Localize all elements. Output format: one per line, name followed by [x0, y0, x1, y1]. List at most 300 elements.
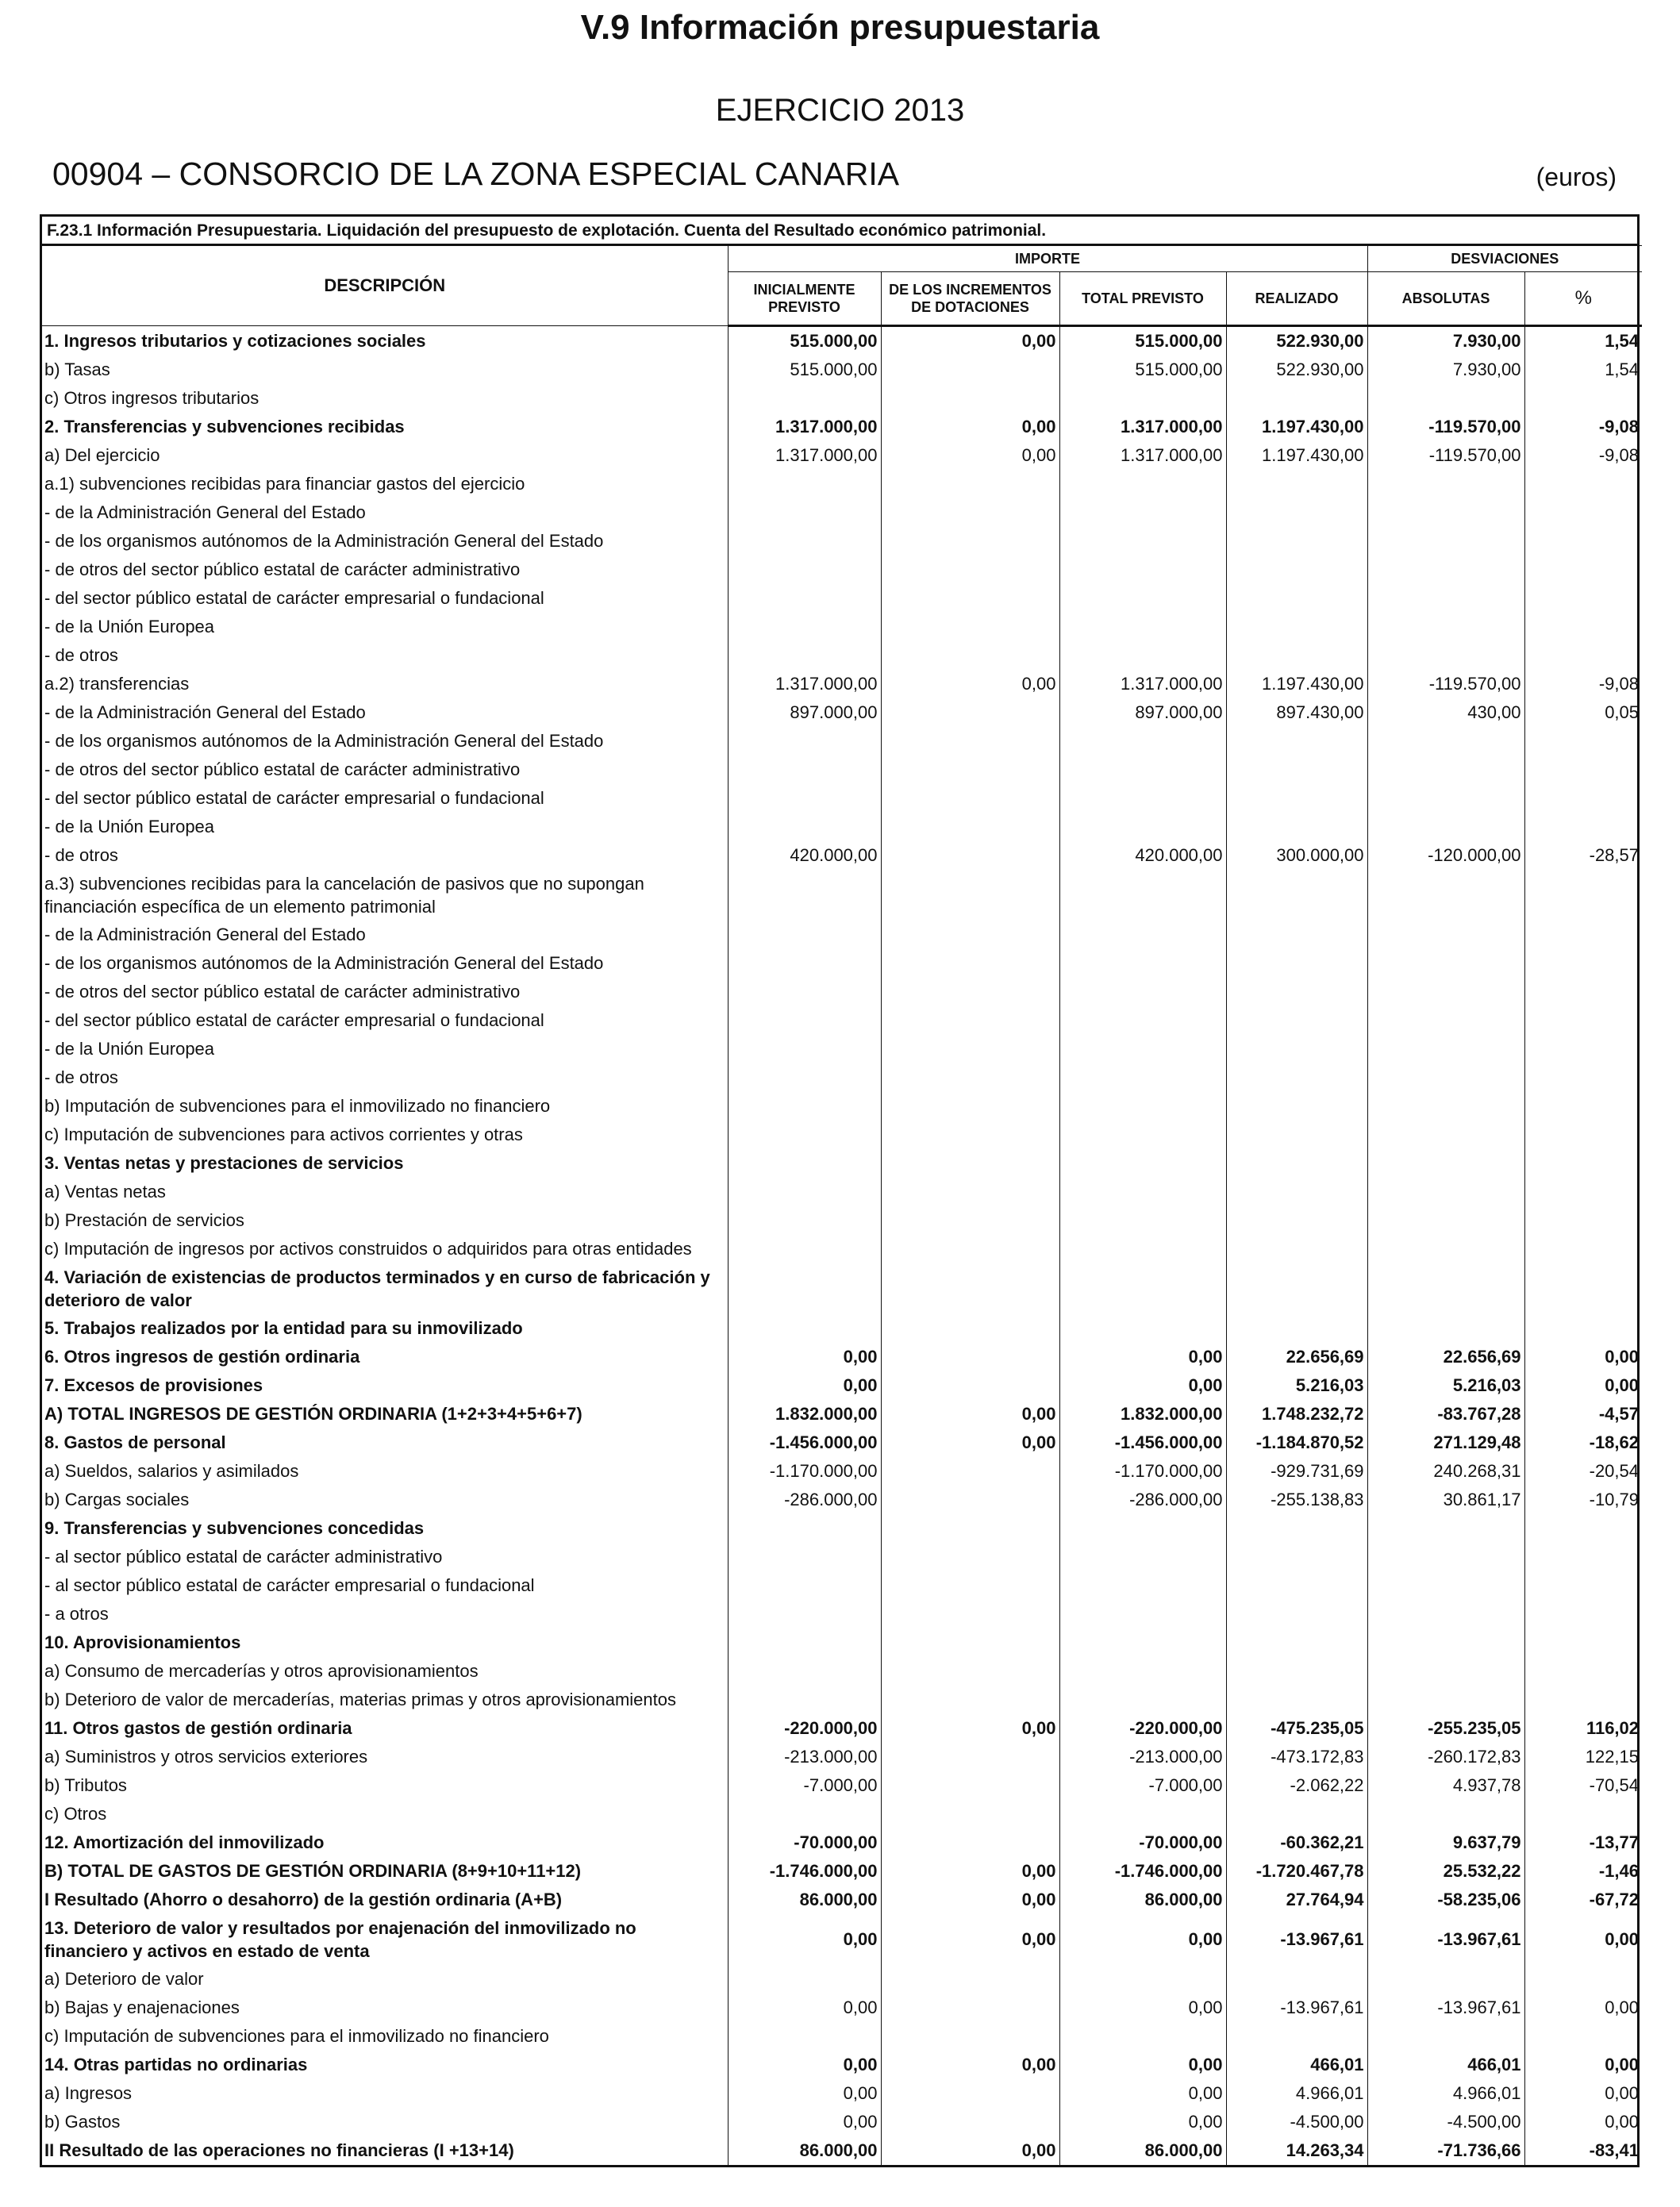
table-row: [42, 1428, 1642, 1457]
cell-absolutas: [1367, 1800, 1524, 1828]
cell-realizado: -473.172,83: [1226, 1743, 1367, 1771]
cell-incrementos: [881, 870, 1059, 921]
cell-absolutas: [1367, 1686, 1524, 1714]
cell-porcentaje: 0,00: [1524, 1343, 1642, 1371]
cell-inicialmente-previsto: 0,00: [728, 2051, 881, 2079]
cell-porcentaje: [1524, 1178, 1642, 1206]
cell-total-previsto: [1059, 1178, 1226, 1206]
cell-incrementos: 0,00: [881, 441, 1059, 470]
cell-absolutas: -260.172,83: [1367, 1743, 1524, 1771]
cell-incrementos: [881, 1149, 1059, 1178]
cell-incrementos: [881, 1035, 1059, 1063]
cell-inicialmente-previsto: 0,00: [728, 1994, 881, 2022]
row-description: - de la Administración General del Estado: [44, 702, 366, 722]
cell-total-previsto: 0,00: [1059, 2079, 1226, 2108]
cell-porcentaje: 0,00: [1524, 1994, 1642, 2022]
cell-porcentaje: 1,54: [1524, 356, 1642, 384]
cell-absolutas: 7.930,00: [1367, 326, 1524, 356]
cell-porcentaje: 1,54: [1524, 326, 1642, 356]
cell-incrementos: [881, 1571, 1059, 1600]
row-description: - de los organismos autónomos de la Administración General del Estado: [44, 953, 604, 973]
cell-inicialmente-previsto: [728, 1063, 881, 1092]
table-row: [42, 727, 1642, 756]
cell-total-previsto: -1.170.000,00: [1059, 1457, 1226, 1486]
cell-realizado: [1226, 1657, 1367, 1686]
cell-realizado: [1226, 2022, 1367, 2051]
cell-absolutas: [1367, 498, 1524, 527]
cell-realizado: 522.930,00: [1226, 356, 1367, 384]
cell-absolutas: -120.000,00: [1367, 841, 1524, 870]
cell-realizado: [1226, 784, 1367, 813]
cell-inicialmente-previsto: [728, 949, 881, 978]
cell-realizado: 5.216,03: [1226, 1371, 1367, 1400]
cell-porcentaje: [1524, 1600, 1642, 1628]
table-row: [42, 2079, 1642, 2108]
table-row: [42, 356, 1642, 384]
cell-realizado: [1226, 1263, 1367, 1314]
cell-porcentaje: [1524, 470, 1642, 498]
cell-total-previsto: 420.000,00: [1059, 841, 1226, 870]
cell-incrementos: [881, 1121, 1059, 1149]
cell-total-previsto: [1059, 1121, 1226, 1149]
cell-realizado: [1226, 527, 1367, 556]
cell-realizado: [1226, 1628, 1367, 1657]
table-row: [42, 613, 1642, 641]
cell-absolutas: -119.570,00: [1367, 441, 1524, 470]
cell-inicialmente-previsto: [728, 1686, 881, 1714]
cell-porcentaje: [1524, 1035, 1642, 1063]
cell-realizado: [1226, 1514, 1367, 1543]
row-description: - de otros: [44, 645, 118, 665]
table-body: [42, 326, 1642, 2166]
cell-total-previsto: 0,00: [1059, 1914, 1226, 1965]
cell-total-previsto: -1.746.000,00: [1059, 1857, 1226, 1886]
cell-total-previsto: 897.000,00: [1059, 698, 1226, 727]
cell-porcentaje: [1524, 613, 1642, 641]
row-description: - de otros: [44, 1067, 118, 1087]
cell-realizado: [1226, 584, 1367, 613]
cell-absolutas: 430,00: [1367, 698, 1524, 727]
cell-incrementos: [881, 1600, 1059, 1628]
row-description: 2. Transferencias y subvenciones recibidas: [44, 417, 405, 436]
table-row: [42, 784, 1642, 813]
table-row: [42, 326, 1642, 356]
cell-incrementos: [881, 2079, 1059, 2108]
cell-porcentaje: [1524, 1063, 1642, 1092]
cell-porcentaje: [1524, 584, 1642, 613]
cell-total-previsto: [1059, 1800, 1226, 1828]
cell-realizado: [1226, 870, 1367, 921]
row-description: 11. Otros gastos de gestión ordinaria: [44, 1718, 352, 1738]
cell-porcentaje: [1524, 1206, 1642, 1235]
cell-absolutas: [1367, 1965, 1524, 1994]
row-description: - de otros: [44, 845, 118, 865]
table-row: [42, 1263, 1642, 1314]
table-row: [42, 756, 1642, 784]
cell-realizado: [1226, 978, 1367, 1006]
cell-incrementos: [881, 1828, 1059, 1857]
row-description: 6. Otros ingresos de gestión ordinaria: [44, 1347, 360, 1367]
cell-incrementos: [881, 2108, 1059, 2136]
table-row: [42, 1006, 1642, 1035]
cell-total-previsto: [1059, 813, 1226, 841]
table-row: [42, 1149, 1642, 1178]
row-description: 13. Deterioro de valor y resultados por enajenación del inmovilizado no financiero y activos en estado de venta: [44, 1918, 636, 1961]
cell-absolutas: -58.235,06: [1367, 1886, 1524, 1914]
cell-realizado: 1.197.430,00: [1226, 441, 1367, 470]
cell-incrementos: [881, 698, 1059, 727]
row-description: a) Ventas netas: [44, 1182, 166, 1202]
cell-total-previsto: [1059, 1514, 1226, 1543]
cell-incrementos: [881, 1314, 1059, 1343]
cell-absolutas: [1367, 1206, 1524, 1235]
header-desviaciones: DESVIACIONES: [1367, 246, 1642, 272]
cell-incrementos: [881, 921, 1059, 949]
cell-absolutas: [1367, 2022, 1524, 2051]
cell-inicialmente-previsto: [728, 527, 881, 556]
cell-inicialmente-previsto: 1.832.000,00: [728, 1400, 881, 1428]
cell-porcentaje: [1524, 1263, 1642, 1314]
cell-incrementos: [881, 1371, 1059, 1400]
cell-inicialmente-previsto: 0,00: [728, 2108, 881, 2136]
row-description: II Resultado de las operaciones no financieras (I +13+14): [44, 2140, 514, 2160]
cell-inicialmente-previsto: [728, 1657, 881, 1686]
cell-inicialmente-previsto: [728, 1965, 881, 1994]
cell-porcentaje: 122,15: [1524, 1743, 1642, 1771]
cell-absolutas: 466,01: [1367, 2051, 1524, 2079]
cell-total-previsto: 1.317.000,00: [1059, 441, 1226, 470]
cell-incrementos: [881, 384, 1059, 413]
table-row: [42, 1743, 1642, 1771]
row-description: c) Imputación de subvenciones para activos corrientes y otras: [44, 1125, 523, 1144]
table-row: [42, 670, 1642, 698]
cell-inicialmente-previsto: [728, 584, 881, 613]
row-description: b) Prestación de servicios: [44, 1210, 244, 1230]
cell-inicialmente-previsto: [728, 1178, 881, 1206]
cell-incrementos: 0,00: [881, 1886, 1059, 1914]
table-row: [42, 2022, 1642, 2051]
table-row: [42, 1371, 1642, 1400]
cell-realizado: [1226, 727, 1367, 756]
cell-absolutas: [1367, 1314, 1524, 1343]
cell-inicialmente-previsto: 1.317.000,00: [728, 441, 881, 470]
cell-inicialmente-previsto: -220.000,00: [728, 1714, 881, 1743]
cell-total-previsto: [1059, 498, 1226, 527]
cell-incrementos: [881, 1006, 1059, 1035]
header-absolutas: ABSOLUTAS: [1367, 272, 1524, 326]
cell-inicialmente-previsto: -213.000,00: [728, 1743, 881, 1771]
row-description: A) TOTAL INGRESOS DE GESTIÓN ORDINARIA (1+2+3+4+5+6+7): [44, 1404, 582, 1424]
cell-realizado: 4.966,01: [1226, 2079, 1367, 2108]
cell-incrementos: [881, 1235, 1059, 1263]
row-description: - al sector público estatal de carácter empresarial o fundacional: [44, 1575, 535, 1595]
cell-porcentaje: [1524, 1571, 1642, 1600]
table-row: [42, 1686, 1642, 1714]
cell-absolutas: [1367, 921, 1524, 949]
cell-porcentaje: [1524, 527, 1642, 556]
cell-inicialmente-previsto: [728, 1600, 881, 1628]
cell-porcentaje: -9,08: [1524, 413, 1642, 441]
cell-porcentaje: 0,00: [1524, 1914, 1642, 1965]
cell-absolutas: -13.967,61: [1367, 1914, 1524, 1965]
cell-inicialmente-previsto: [728, 1006, 881, 1035]
cell-porcentaje: -4,57: [1524, 1400, 1642, 1428]
row-description: 12. Amortización del inmovilizado: [44, 1832, 325, 1852]
cell-porcentaje: [1524, 641, 1642, 670]
row-description: - del sector público estatal de carácter empresarial o fundacional: [44, 588, 544, 608]
cell-total-previsto: 515.000,00: [1059, 356, 1226, 384]
cell-incrementos: [881, 784, 1059, 813]
cell-absolutas: 25.532,22: [1367, 1857, 1524, 1886]
table-row: [42, 1771, 1642, 1800]
cell-porcentaje: [1524, 978, 1642, 1006]
cell-absolutas: [1367, 756, 1524, 784]
cell-absolutas: [1367, 470, 1524, 498]
cell-realizado: 14.263,34: [1226, 2136, 1367, 2165]
row-description: c) Imputación de ingresos por activos construidos o adquiridos para otras entidades: [44, 1239, 692, 1259]
cell-realizado: 22.656,69: [1226, 1343, 1367, 1371]
cell-inicialmente-previsto: [728, 1206, 881, 1235]
row-description: a) Suministros y otros servicios exteriores: [44, 1747, 368, 1767]
table-row: [42, 1092, 1642, 1121]
cell-inicialmente-previsto: 0,00: [728, 2079, 881, 2108]
cell-incrementos: [881, 949, 1059, 978]
cell-realizado: [1226, 756, 1367, 784]
cell-inicialmente-previsto: 0,00: [728, 1343, 881, 1371]
table-row: [42, 556, 1642, 584]
cell-total-previsto: [1059, 1543, 1226, 1571]
cell-absolutas: -255.235,05: [1367, 1714, 1524, 1743]
row-description: - de otros del sector público estatal de carácter administrativo: [44, 759, 521, 779]
header-realizado: REALIZADO: [1226, 272, 1367, 326]
cell-inicialmente-previsto: [728, 1121, 881, 1149]
row-description: - a otros: [44, 1604, 109, 1624]
row-description: - de la Unión Europea: [44, 1039, 215, 1059]
cell-total-previsto: [1059, 1149, 1226, 1178]
cell-porcentaje: [1524, 1006, 1642, 1035]
cell-realizado: -1.720.467,78: [1226, 1857, 1367, 1886]
row-description: a) Del ejercicio: [44, 445, 160, 465]
page-subtitle: EJERCICIO 2013: [715, 93, 965, 128]
cell-absolutas: 4.966,01: [1367, 2079, 1524, 2108]
cell-realizado: 897.430,00: [1226, 698, 1367, 727]
header-total-previsto: TOTAL PREVISTO: [1059, 272, 1226, 326]
cell-incrementos: [881, 1178, 1059, 1206]
table-row: [42, 441, 1642, 470]
cell-inicialmente-previsto: [728, 784, 881, 813]
cell-realizado: [1226, 556, 1367, 584]
cell-porcentaje: [1524, 556, 1642, 584]
cell-total-previsto: [1059, 1206, 1226, 1235]
cell-porcentaje: -83,41: [1524, 2136, 1642, 2165]
cell-absolutas: -13.967,61: [1367, 1994, 1524, 2022]
table-row: [42, 1914, 1642, 1965]
cell-absolutas: [1367, 1571, 1524, 1600]
cell-absolutas: [1367, 1235, 1524, 1263]
header-incrementos: DE LOS INCREMENTOS DE DOTACIONES: [881, 272, 1059, 326]
cell-total-previsto: [1059, 527, 1226, 556]
cell-porcentaje: [1524, 1314, 1642, 1343]
cell-total-previsto: [1059, 1628, 1226, 1657]
cell-total-previsto: [1059, 470, 1226, 498]
cell-porcentaje: 0,00: [1524, 2051, 1642, 2079]
cell-incrementos: [881, 584, 1059, 613]
cell-incrementos: [881, 556, 1059, 584]
cell-incrementos: [881, 2022, 1059, 2051]
cell-total-previsto: [1059, 1600, 1226, 1628]
cell-inicialmente-previsto: 86.000,00: [728, 1886, 881, 1914]
cell-incrementos: 0,00: [881, 2136, 1059, 2165]
row-description: a) Sueldos, salarios y asimilados: [44, 1461, 299, 1481]
table-row: [42, 949, 1642, 978]
cell-incrementos: 0,00: [881, 1714, 1059, 1743]
cell-realizado: [1226, 470, 1367, 498]
cell-incrementos: 0,00: [881, 2051, 1059, 2079]
cell-absolutas: [1367, 1178, 1524, 1206]
cell-porcentaje: -18,62: [1524, 1428, 1642, 1457]
table-row: [42, 1343, 1642, 1371]
cell-incrementos: [881, 841, 1059, 870]
cell-incrementos: [881, 1771, 1059, 1800]
cell-inicialmente-previsto: -7.000,00: [728, 1771, 881, 1800]
header-importe: IMPORTE: [728, 246, 1367, 272]
row-description: a.1) subvenciones recibidas para financiar gastos del ejercicio: [44, 474, 525, 494]
cell-absolutas: 7.930,00: [1367, 356, 1524, 384]
cell-realizado: -2.062,22: [1226, 1771, 1367, 1800]
cell-realizado: [1226, 1571, 1367, 1600]
cell-inicialmente-previsto: [728, 1628, 881, 1657]
cell-absolutas: [1367, 1006, 1524, 1035]
cell-absolutas: [1367, 1035, 1524, 1063]
cell-porcentaje: [1524, 784, 1642, 813]
cell-absolutas: [1367, 1121, 1524, 1149]
cell-inicialmente-previsto: 420.000,00: [728, 841, 881, 870]
cell-porcentaje: 0,05: [1524, 698, 1642, 727]
cell-absolutas: [1367, 384, 1524, 413]
cell-porcentaje: [1524, 1657, 1642, 1686]
table-row: [42, 1457, 1642, 1486]
cell-inicialmente-previsto: 897.000,00: [728, 698, 881, 727]
cell-absolutas: [1367, 1263, 1524, 1314]
cell-total-previsto: [1059, 1063, 1226, 1092]
cell-total-previsto: [1059, 727, 1226, 756]
cell-realizado: 1.197.430,00: [1226, 413, 1367, 441]
table-header: [42, 246, 1642, 326]
table-row: [42, 1035, 1642, 1063]
cell-realizado: [1226, 498, 1367, 527]
cell-total-previsto: 1.317.000,00: [1059, 413, 1226, 441]
cell-porcentaje: 116,02: [1524, 1714, 1642, 1743]
cell-inicialmente-previsto: [728, 1514, 881, 1543]
cell-absolutas: [1367, 1149, 1524, 1178]
cell-realizado: 300.000,00: [1226, 841, 1367, 870]
row-description: b) Bajas y enajenaciones: [44, 1997, 240, 2017]
cell-total-previsto: -286.000,00: [1059, 1486, 1226, 1514]
cell-absolutas: [1367, 870, 1524, 921]
cell-porcentaje: 0,00: [1524, 1371, 1642, 1400]
budget-table-container: [40, 214, 1640, 2167]
row-description: b) Tasas: [44, 360, 110, 379]
cell-inicialmente-previsto: [728, 756, 881, 784]
row-description: - al sector público estatal de carácter administrativo: [44, 1547, 443, 1567]
row-description: b) Tributos: [44, 1775, 127, 1795]
cell-realizado: [1226, 1235, 1367, 1263]
cell-inicialmente-previsto: [728, 1314, 881, 1343]
table-row: [42, 1235, 1642, 1263]
row-description: b) Deterioro de valor de mercaderías, materias primas y otros aprovisionamientos: [44, 1690, 676, 1709]
cell-porcentaje: -1,46: [1524, 1857, 1642, 1886]
table-row: [42, 1063, 1642, 1092]
cell-absolutas: [1367, 1063, 1524, 1092]
cell-total-previsto: [1059, 1686, 1226, 1714]
cell-absolutas: -119.570,00: [1367, 413, 1524, 441]
cell-total-previsto: [1059, 1263, 1226, 1314]
cell-inicialmente-previsto: [728, 813, 881, 841]
cell-porcentaje: [1524, 813, 1642, 841]
cell-incrementos: [881, 727, 1059, 756]
cell-realizado: [1226, 1686, 1367, 1714]
cell-inicialmente-previsto: 1.317.000,00: [728, 413, 881, 441]
cell-incrementos: [881, 1486, 1059, 1514]
row-description: - de otros del sector público estatal de carácter administrativo: [44, 559, 521, 579]
cell-absolutas: [1367, 1092, 1524, 1121]
table-row: [42, 498, 1642, 527]
cell-realizado: -929.731,69: [1226, 1457, 1367, 1486]
cell-incrementos: [881, 1657, 1059, 1686]
cell-realizado: [1226, 1800, 1367, 1828]
cell-inicialmente-previsto: -1.456.000,00: [728, 1428, 881, 1457]
cell-absolutas: [1367, 584, 1524, 613]
table-row: [42, 1178, 1642, 1206]
cell-realizado: [1226, 949, 1367, 978]
cell-incrementos: [881, 1543, 1059, 1571]
cell-incrementos: [881, 1206, 1059, 1235]
table-row: [42, 813, 1642, 841]
row-description: - del sector público estatal de carácter empresarial o fundacional: [44, 1010, 544, 1030]
cell-total-previsto: [1059, 921, 1226, 949]
cell-total-previsto: 1.832.000,00: [1059, 1400, 1226, 1428]
cell-porcentaje: -9,08: [1524, 670, 1642, 698]
cell-porcentaje: [1524, 1092, 1642, 1121]
cell-absolutas: 271.129,48: [1367, 1428, 1524, 1457]
cell-total-previsto: [1059, 384, 1226, 413]
header-inicialmente-previsto: INICIALMENTE PREVISTO: [728, 272, 881, 326]
row-description: b) Gastos: [44, 2112, 121, 2132]
table-row: [42, 1800, 1642, 1828]
cell-porcentaje: 0,00: [1524, 2079, 1642, 2108]
cell-inicialmente-previsto: [728, 870, 881, 921]
cell-realizado: 1.748.232,72: [1226, 1400, 1367, 1428]
cell-absolutas: -119.570,00: [1367, 670, 1524, 698]
cell-incrementos: 0,00: [881, 1857, 1059, 1886]
cell-realizado: [1226, 384, 1367, 413]
cell-total-previsto: [1059, 2022, 1226, 2051]
cell-absolutas: [1367, 1543, 1524, 1571]
row-description: a.2) transferencias: [44, 674, 190, 694]
cell-inicialmente-previsto: [728, 498, 881, 527]
cell-realizado: [1226, 1092, 1367, 1121]
cell-incrementos: [881, 1800, 1059, 1828]
cell-realizado: [1226, 1178, 1367, 1206]
cell-inicialmente-previsto: 0,00: [728, 1914, 881, 1965]
cell-porcentaje: [1524, 727, 1642, 756]
cell-realizado: 466,01: [1226, 2051, 1367, 2079]
cell-incrementos: [881, 1686, 1059, 1714]
cell-realizado: [1226, 1006, 1367, 1035]
cell-inicialmente-previsto: 0,00: [728, 1371, 881, 1400]
cell-total-previsto: [1059, 1092, 1226, 1121]
table-row: [42, 2051, 1642, 2079]
